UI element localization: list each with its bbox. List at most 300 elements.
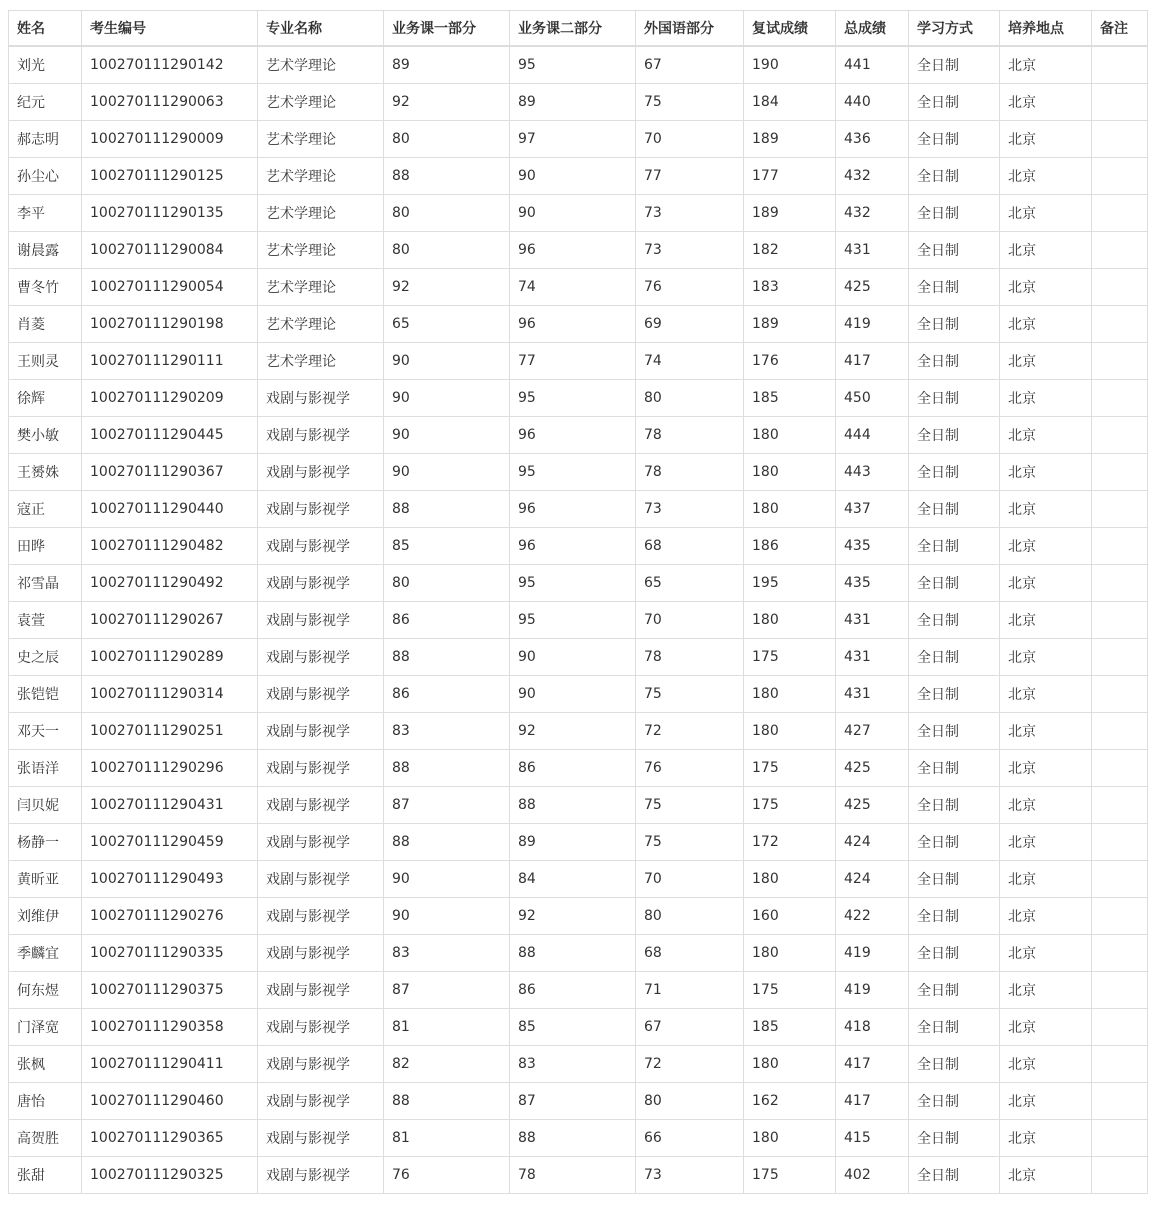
table-cell: 75 — [636, 676, 744, 713]
table-cell: 418 — [836, 1009, 909, 1046]
table-cell: 全日制 — [909, 269, 1000, 306]
table-cell: 175 — [744, 972, 836, 1009]
table-cell: 86 — [384, 602, 510, 639]
table-cell: 戏剧与影视学 — [258, 454, 384, 491]
table-cell — [1092, 713, 1148, 750]
table-cell: 黄昕亚 — [9, 861, 82, 898]
table-cell: 戏剧与影视学 — [258, 528, 384, 565]
table-cell: 77 — [510, 343, 636, 380]
table-cell — [1092, 269, 1148, 306]
table-cell: 100270111290325 — [82, 1157, 258, 1194]
table-cell: 96 — [510, 417, 636, 454]
table-row — [9, 306, 1148, 343]
table-row — [9, 639, 1148, 676]
table-cell: 72 — [636, 713, 744, 750]
table-cell: 80 — [636, 1083, 744, 1120]
column-header: 业务课二部分 — [510, 11, 636, 47]
table-cell: 季麟宜 — [9, 935, 82, 972]
table-cell: 88 — [384, 824, 510, 861]
table-cell: 100270111290125 — [82, 158, 258, 195]
table-cell: 422 — [836, 898, 909, 935]
table-cell: 180 — [744, 935, 836, 972]
table-cell: 73 — [636, 491, 744, 528]
table-cell: 189 — [744, 306, 836, 343]
table-cell: 戏剧与影视学 — [258, 750, 384, 787]
table-cell: 74 — [510, 269, 636, 306]
table-cell: 祁雪晶 — [9, 565, 82, 602]
table-cell: 全日制 — [909, 750, 1000, 787]
table-cell: 艺术学理论 — [258, 84, 384, 121]
table-cell: 172 — [744, 824, 836, 861]
table-cell: 72 — [636, 1046, 744, 1083]
table-cell: 戏剧与影视学 — [258, 1046, 384, 1083]
table-cell: 全日制 — [909, 1157, 1000, 1194]
table-cell: 424 — [836, 824, 909, 861]
table-cell: 76 — [636, 750, 744, 787]
table-cell: 441 — [836, 46, 909, 84]
table-row — [9, 713, 1148, 750]
table-cell: 86 — [510, 750, 636, 787]
table-cell: 80 — [384, 121, 510, 158]
table-cell: 83 — [384, 935, 510, 972]
table-cell: 74 — [636, 343, 744, 380]
table-cell: 全日制 — [909, 824, 1000, 861]
table-cell — [1092, 935, 1148, 972]
table-cell — [1092, 602, 1148, 639]
table-cell: 88 — [384, 1083, 510, 1120]
table-cell: 78 — [510, 1157, 636, 1194]
table-cell: 183 — [744, 269, 836, 306]
table-cell: 北京 — [1000, 676, 1092, 713]
table-cell: 435 — [836, 528, 909, 565]
table-cell: 80 — [384, 232, 510, 269]
table-cell: 北京 — [1000, 417, 1092, 454]
table-cell: 谢晨露 — [9, 232, 82, 269]
table-cell: 73 — [636, 1157, 744, 1194]
table-cell — [1092, 1157, 1148, 1194]
table-cell: 73 — [636, 232, 744, 269]
table-cell: 100270111290365 — [82, 1120, 258, 1157]
table-cell: 戏剧与影视学 — [258, 972, 384, 1009]
table-cell: 78 — [636, 454, 744, 491]
table-cell: 全日制 — [909, 528, 1000, 565]
table-cell: 北京 — [1000, 861, 1092, 898]
table-cell: 北京 — [1000, 898, 1092, 935]
table-cell: 175 — [744, 787, 836, 824]
table-cell: 88 — [384, 639, 510, 676]
table-cell: 100270111290267 — [82, 602, 258, 639]
table-cell: 184 — [744, 84, 836, 121]
table-cell: 戏剧与影视学 — [258, 491, 384, 528]
table-cell: 刘光 — [9, 46, 82, 84]
table-cell: 417 — [836, 1046, 909, 1083]
table-cell: 张甜 — [9, 1157, 82, 1194]
table-row — [9, 343, 1148, 380]
table-row — [9, 528, 1148, 565]
table-cell: 杨静一 — [9, 824, 82, 861]
table-cell: 戏剧与影视学 — [258, 824, 384, 861]
table-cell: 71 — [636, 972, 744, 1009]
table-cell: 90 — [384, 898, 510, 935]
table-cell: 100270111290492 — [82, 565, 258, 602]
table-cell: 76 — [636, 269, 744, 306]
table-cell — [1092, 158, 1148, 195]
table-cell: 180 — [744, 861, 836, 898]
table-cell: 180 — [744, 1120, 836, 1157]
table-cell — [1092, 454, 1148, 491]
table-cell: 67 — [636, 46, 744, 84]
table-cell: 81 — [384, 1009, 510, 1046]
table-cell — [1092, 46, 1148, 84]
table-cell: 195 — [744, 565, 836, 602]
table-cell — [1092, 861, 1148, 898]
table-cell: 北京 — [1000, 528, 1092, 565]
table-cell: 张枫 — [9, 1046, 82, 1083]
table-row — [9, 1009, 1148, 1046]
table-cell: 全日制 — [909, 491, 1000, 528]
table-cell: 87 — [510, 1083, 636, 1120]
table-cell: 全日制 — [909, 602, 1000, 639]
table-cell: 艺术学理论 — [258, 269, 384, 306]
table-cell — [1092, 121, 1148, 158]
table-cell: 425 — [836, 269, 909, 306]
table-cell: 189 — [744, 195, 836, 232]
table-cell — [1092, 1046, 1148, 1083]
table-cell: 67 — [636, 1009, 744, 1046]
table-cell: 北京 — [1000, 1083, 1092, 1120]
table-cell: 185 — [744, 1009, 836, 1046]
table-cell: 北京 — [1000, 121, 1092, 158]
table-cell: 100270111290209 — [82, 380, 258, 417]
table-cell: 84 — [510, 861, 636, 898]
table-cell: 424 — [836, 861, 909, 898]
table-cell: 纪元 — [9, 84, 82, 121]
table-cell: 100270111290063 — [82, 84, 258, 121]
table-cell: 全日制 — [909, 565, 1000, 602]
table-cell: 100270111290276 — [82, 898, 258, 935]
table-body — [9, 46, 1148, 1194]
table-cell: 全日制 — [909, 676, 1000, 713]
table-cell: 80 — [384, 565, 510, 602]
table-cell: 88 — [510, 935, 636, 972]
table-cell — [1092, 491, 1148, 528]
table-cell: 艺术学理论 — [258, 121, 384, 158]
table-cell: 田晔 — [9, 528, 82, 565]
table-cell: 100270111290445 — [82, 417, 258, 454]
table-cell: 100270111290289 — [82, 639, 258, 676]
table-cell — [1092, 195, 1148, 232]
table-cell: 419 — [836, 935, 909, 972]
table-cell: 90 — [384, 343, 510, 380]
column-header: 备注 — [1092, 11, 1148, 47]
table-cell: 186 — [744, 528, 836, 565]
table-cell — [1092, 1009, 1148, 1046]
table-cell: 100270111290111 — [82, 343, 258, 380]
table-row — [9, 565, 1148, 602]
table-cell: 艺术学理论 — [258, 195, 384, 232]
table-row — [9, 972, 1148, 1009]
table-cell: 89 — [384, 46, 510, 84]
table-cell: 北京 — [1000, 232, 1092, 269]
column-header: 业务课一部分 — [384, 11, 510, 47]
table-cell: 北京 — [1000, 380, 1092, 417]
table-cell: 北京 — [1000, 195, 1092, 232]
table-cell: 100270111290431 — [82, 787, 258, 824]
table-cell: 袁萱 — [9, 602, 82, 639]
table-cell — [1092, 343, 1148, 380]
table-cell: 北京 — [1000, 84, 1092, 121]
table-cell: 100270111290459 — [82, 824, 258, 861]
table-cell — [1092, 824, 1148, 861]
table-cell: 艺术学理论 — [258, 343, 384, 380]
table-cell: 戏剧与影视学 — [258, 787, 384, 824]
table-cell: 436 — [836, 121, 909, 158]
table-cell: 全日制 — [909, 46, 1000, 84]
table-cell: 160 — [744, 898, 836, 935]
table-cell: 全日制 — [909, 84, 1000, 121]
table-cell: 90 — [510, 195, 636, 232]
table-cell: 180 — [744, 454, 836, 491]
table-cell: 189 — [744, 121, 836, 158]
table-cell: 90 — [384, 861, 510, 898]
table-cell: 100270111290367 — [82, 454, 258, 491]
table-cell: 张铠铠 — [9, 676, 82, 713]
table-row — [9, 676, 1148, 713]
table-cell — [1092, 565, 1148, 602]
table-cell: 全日制 — [909, 1009, 1000, 1046]
table-cell: 69 — [636, 306, 744, 343]
table-cell: 92 — [384, 269, 510, 306]
table-cell: 432 — [836, 158, 909, 195]
table-cell: 全日制 — [909, 787, 1000, 824]
table-row — [9, 46, 1148, 84]
table-cell — [1092, 528, 1148, 565]
table-cell: 70 — [636, 602, 744, 639]
table-cell: 北京 — [1000, 602, 1092, 639]
table-row — [9, 121, 1148, 158]
table-row — [9, 232, 1148, 269]
table-cell: 北京 — [1000, 46, 1092, 84]
table-cell: 419 — [836, 306, 909, 343]
table-row — [9, 269, 1148, 306]
table-cell: 全日制 — [909, 158, 1000, 195]
table-cell: 77 — [636, 158, 744, 195]
table-cell: 100270111290314 — [82, 676, 258, 713]
table-cell: 432 — [836, 195, 909, 232]
table-cell: 全日制 — [909, 935, 1000, 972]
table-cell: 88 — [384, 158, 510, 195]
table-cell: 431 — [836, 639, 909, 676]
table-row — [9, 491, 1148, 528]
table-cell: 88 — [384, 750, 510, 787]
table-cell: 80 — [384, 195, 510, 232]
table-header — [9, 11, 1148, 47]
table-cell: 全日制 — [909, 639, 1000, 676]
table-cell: 邓天一 — [9, 713, 82, 750]
table-cell: 全日制 — [909, 1120, 1000, 1157]
table-cell: 全日制 — [909, 713, 1000, 750]
table-row — [9, 195, 1148, 232]
table-row — [9, 824, 1148, 861]
table-cell: 全日制 — [909, 417, 1000, 454]
table-cell: 95 — [510, 565, 636, 602]
table-cell: 李平 — [9, 195, 82, 232]
table-cell: 425 — [836, 787, 909, 824]
table-cell: 427 — [836, 713, 909, 750]
table-row — [9, 602, 1148, 639]
table-cell: 78 — [636, 417, 744, 454]
table-cell: 90 — [384, 380, 510, 417]
table-cell: 75 — [636, 787, 744, 824]
table-cell — [1092, 898, 1148, 935]
column-header: 复试成绩 — [744, 11, 836, 47]
table-row — [9, 935, 1148, 972]
table-cell: 180 — [744, 676, 836, 713]
table-cell: 444 — [836, 417, 909, 454]
table-cell: 95 — [510, 454, 636, 491]
table-cell: 戏剧与影视学 — [258, 565, 384, 602]
table-cell: 89 — [510, 824, 636, 861]
table-cell — [1092, 417, 1148, 454]
table-cell: 435 — [836, 565, 909, 602]
table-cell: 431 — [836, 602, 909, 639]
table-cell: 68 — [636, 528, 744, 565]
table-cell: 431 — [836, 232, 909, 269]
table-row — [9, 454, 1148, 491]
table-cell: 100270111290482 — [82, 528, 258, 565]
table-cell: 艺术学理论 — [258, 158, 384, 195]
table-cell: 162 — [744, 1083, 836, 1120]
table-cell: 90 — [510, 158, 636, 195]
table-cell: 戏剧与影视学 — [258, 1157, 384, 1194]
table-cell: 戏剧与影视学 — [258, 1120, 384, 1157]
table-cell: 65 — [636, 565, 744, 602]
table-cell: 北京 — [1000, 935, 1092, 972]
table-cell: 北京 — [1000, 1120, 1092, 1157]
table-cell: 全日制 — [909, 898, 1000, 935]
table-cell: 92 — [510, 713, 636, 750]
table-cell: 185 — [744, 380, 836, 417]
table-cell: 190 — [744, 46, 836, 84]
table-cell — [1092, 787, 1148, 824]
table-cell: 180 — [744, 417, 836, 454]
table-cell: 戏剧与影视学 — [258, 1083, 384, 1120]
table-cell: 177 — [744, 158, 836, 195]
table-cell: 戏剧与影视学 — [258, 639, 384, 676]
table-cell: 80 — [636, 898, 744, 935]
score-table-container — [8, 10, 1148, 1194]
score-table — [8, 10, 1148, 1194]
table-cell: 180 — [744, 491, 836, 528]
table-cell: 100270111290460 — [82, 1083, 258, 1120]
table-cell: 417 — [836, 343, 909, 380]
table-cell: 96 — [510, 528, 636, 565]
table-cell: 75 — [636, 84, 744, 121]
table-cell: 85 — [510, 1009, 636, 1046]
table-cell: 北京 — [1000, 1157, 1092, 1194]
header-row — [9, 11, 1148, 47]
table-cell: 90 — [384, 417, 510, 454]
table-cell: 417 — [836, 1083, 909, 1120]
table-cell: 90 — [510, 676, 636, 713]
table-row — [9, 380, 1148, 417]
table-cell: 100270111290009 — [82, 121, 258, 158]
table-cell — [1092, 1083, 1148, 1120]
table-cell: 张语洋 — [9, 750, 82, 787]
table-row — [9, 787, 1148, 824]
table-cell: 83 — [384, 713, 510, 750]
table-cell: 180 — [744, 602, 836, 639]
table-cell: 100270111290142 — [82, 46, 258, 84]
column-header: 总成绩 — [836, 11, 909, 47]
table-cell: 戏剧与影视学 — [258, 676, 384, 713]
table-cell: 郝志明 — [9, 121, 82, 158]
table-cell: 95 — [510, 380, 636, 417]
table-cell: 73 — [636, 195, 744, 232]
table-cell: 何东煜 — [9, 972, 82, 1009]
table-cell: 83 — [510, 1046, 636, 1083]
table-cell: 180 — [744, 713, 836, 750]
table-cell: 88 — [510, 1120, 636, 1157]
table-cell: 北京 — [1000, 269, 1092, 306]
table-cell: 唐怡 — [9, 1083, 82, 1120]
table-cell: 90 — [384, 454, 510, 491]
table-cell: 86 — [384, 676, 510, 713]
table-cell: 樊小敏 — [9, 417, 82, 454]
table-cell: 北京 — [1000, 713, 1092, 750]
table-cell: 全日制 — [909, 306, 1000, 343]
table-cell: 70 — [636, 861, 744, 898]
table-cell: 北京 — [1000, 750, 1092, 787]
table-cell: 81 — [384, 1120, 510, 1157]
table-cell: 闫贝妮 — [9, 787, 82, 824]
column-header: 培养地点 — [1000, 11, 1092, 47]
table-cell: 87 — [384, 972, 510, 1009]
table-cell: 65 — [384, 306, 510, 343]
table-cell: 全日制 — [909, 1083, 1000, 1120]
table-cell: 100270111290335 — [82, 935, 258, 972]
table-cell: 肖菱 — [9, 306, 82, 343]
table-cell: 全日制 — [909, 121, 1000, 158]
table-cell: 402 — [836, 1157, 909, 1194]
table-cell — [1092, 380, 1148, 417]
table-cell: 175 — [744, 750, 836, 787]
table-cell: 89 — [510, 84, 636, 121]
table-cell — [1092, 306, 1148, 343]
table-cell: 曹冬竹 — [9, 269, 82, 306]
table-cell: 100270111290411 — [82, 1046, 258, 1083]
table-cell: 高贺胜 — [9, 1120, 82, 1157]
table-cell: 北京 — [1000, 565, 1092, 602]
table-cell: 北京 — [1000, 824, 1092, 861]
table-cell: 425 — [836, 750, 909, 787]
table-cell: 北京 — [1000, 343, 1092, 380]
table-cell: 96 — [510, 306, 636, 343]
table-cell: 450 — [836, 380, 909, 417]
table-cell: 戏剧与影视学 — [258, 713, 384, 750]
table-cell: 100270111290358 — [82, 1009, 258, 1046]
table-cell: 80 — [636, 380, 744, 417]
table-cell: 85 — [384, 528, 510, 565]
table-cell: 全日制 — [909, 861, 1000, 898]
table-cell: 66 — [636, 1120, 744, 1157]
table-cell: 北京 — [1000, 972, 1092, 1009]
table-cell: 88 — [510, 787, 636, 824]
table-row — [9, 1046, 1148, 1083]
column-header: 专业名称 — [258, 11, 384, 47]
table-cell: 97 — [510, 121, 636, 158]
table-cell: 北京 — [1000, 639, 1092, 676]
